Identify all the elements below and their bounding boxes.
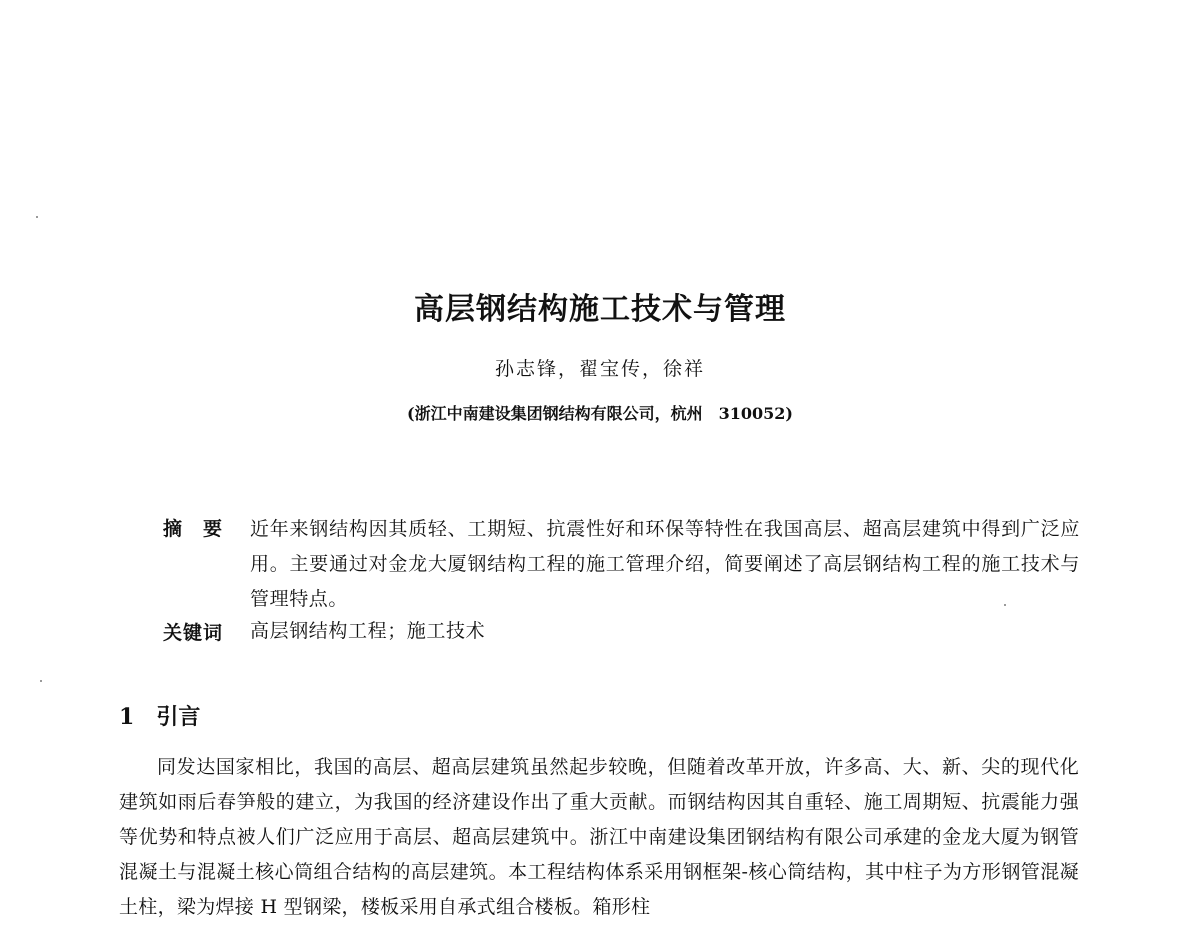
keywords-label: 关键词 — [163, 622, 224, 644]
abstract-text: 近年来钢结构因其质轻、工期短、抗震性好和环保等特性在我国高层、超高层建筑中得到广泛应用。主要通过对金龙大厦钢结构工程的施工管理介绍，简要阐述了高层钢结构工程的施工技术与管理特点。 — [250, 518, 1080, 610]
scan-speck — [36, 216, 38, 218]
keywords-text: 高层钢结构工程；施工技术 — [250, 620, 486, 642]
abstract-label: 摘 要 — [163, 518, 224, 540]
paper-authors: 孙志锋，翟宝传，徐祥 — [494, 358, 705, 380]
section-number: 1 — [119, 704, 135, 730]
section-title: 引言 — [156, 704, 201, 730]
scan-speck — [40, 680, 42, 682]
section-heading — [119, 700, 200, 731]
section-body-paragraph: 同发达国家相比，我国的高层、超高层建筑虽然起步较晚，但随着改革开放，许多高、大、新、尖的现代化建筑如雨后春笋般的建立，为我国的经济建设作出了重大贡献。而钢结构因其自重轻、施工周期短、抗震能力强等优势和特点被人们广泛应用于高层、超高层建筑中。浙江中南建设集团钢结构有限公司承建的金龙大厦为钢管混凝土与混凝土核心筒组合结构的高层建筑。本工程结构体系采用钢框架-核心筒结构，其中柱子为方形钢管混凝土柱，梁为焊接 H 型钢梁，楼板采用自承式组合楼板。箱形柱 — [119, 756, 1079, 918]
paper-affiliation: (浙江中南建设集团钢结构有限公司，杭州 310052) — [407, 404, 793, 423]
paper-title: 高层钢结构施工技术与管理 — [414, 292, 786, 327]
